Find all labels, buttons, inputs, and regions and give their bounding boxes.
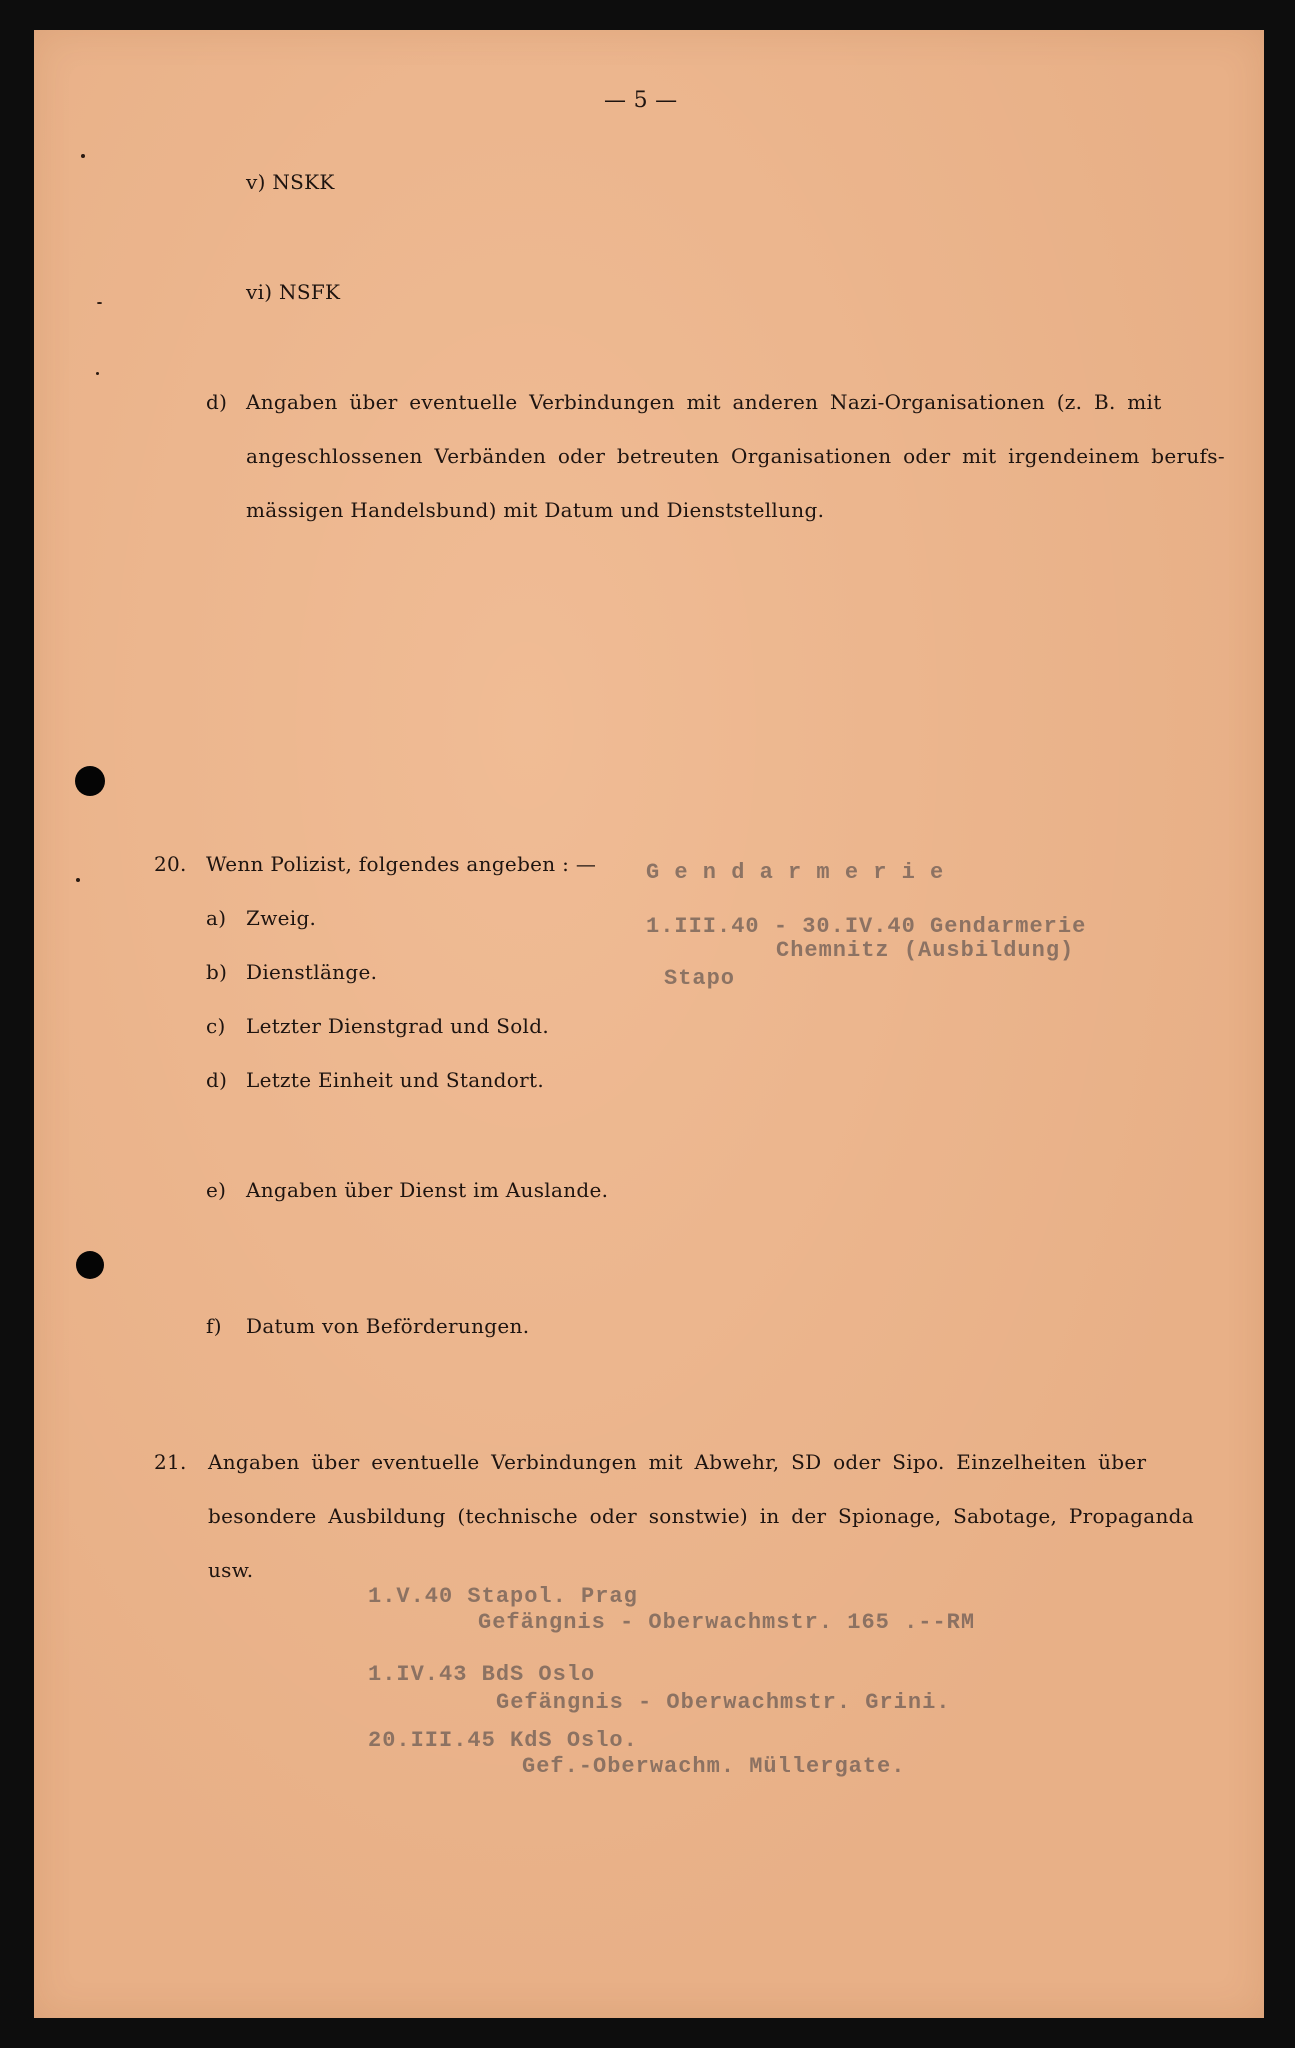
typed-service-dates: 1.III.40 - 30.IV.40 Gendarmerie bbox=[646, 914, 1087, 939]
section-21-line2: besondere Ausbildung (technische oder sonstwie) in der Spionage, Sabotage, Propaganda bbox=[208, 1504, 1194, 1528]
s20-item-c-text: Letzter Dienstgrad und Sold. bbox=[246, 1014, 549, 1038]
typed-gendarmerie: G e n d a r m e r i e bbox=[646, 860, 945, 885]
item-d-line3: mässigen Handelsbund) mit Datum und Dienststellung. bbox=[246, 498, 825, 522]
item-d-label: d) bbox=[206, 390, 228, 414]
typed-training-place: Chemnitz (Ausbildung) bbox=[776, 938, 1075, 963]
typed-stapo: Stapo bbox=[664, 966, 736, 991]
typed-entry-3-date: 20.III.45 KdS Oslo. bbox=[368, 1728, 638, 1753]
s20-item-e-label: e) bbox=[206, 1178, 227, 1202]
page-number: — 5 — bbox=[604, 88, 678, 113]
s20-item-f-text: Datum von Beförderungen. bbox=[246, 1314, 530, 1338]
section-21-line3: usw. bbox=[208, 1558, 254, 1582]
typed-entry-1-detail: Gefängnis - Oberwachmstr. 165 .--RM bbox=[478, 1610, 976, 1635]
typed-entry-2-date: 1.IV.43 BdS Oslo bbox=[368, 1662, 596, 1687]
item-vi-nsfk: vi) NSFK bbox=[246, 280, 341, 304]
speck bbox=[97, 302, 102, 304]
speck bbox=[81, 154, 85, 158]
punch-hole-bottom bbox=[76, 1251, 104, 1279]
item-v-nskk: v) NSKK bbox=[246, 170, 335, 194]
section-21-number: 21. bbox=[154, 1450, 187, 1474]
section-21-line1: Angaben über eventuelle Verbindungen mit Abwehr, SD oder Sipo. Einzelheiten über bbox=[208, 1450, 1147, 1474]
typed-entry-2-detail: Gefängnis - Oberwachmstr. Grini. bbox=[496, 1690, 951, 1715]
s20-item-f-label: f) bbox=[206, 1314, 222, 1338]
s20-item-b-text: Dienstlänge. bbox=[246, 960, 378, 984]
s20-item-d-label: d) bbox=[206, 1068, 228, 1092]
document-page bbox=[34, 30, 1264, 2018]
s20-item-d-text: Letzte Einheit und Standort. bbox=[246, 1068, 544, 1092]
s20-item-a-text: Zweig. bbox=[246, 906, 317, 930]
item-d-line1: Angaben über eventuelle Verbindungen mit anderen Nazi-Organisationen (z. B. mit bbox=[246, 390, 1162, 414]
s20-item-b-label: b) bbox=[206, 960, 228, 984]
s20-item-e-text: Angaben über Dienst im Auslande. bbox=[246, 1178, 609, 1202]
typed-entry-3-detail: Gef.-Oberwachm. Müllergate. bbox=[522, 1754, 906, 1779]
section-20-heading: Wenn Polizist, folgendes angeben : — bbox=[206, 852, 597, 876]
s20-item-a-label: a) bbox=[206, 906, 227, 930]
item-d-line2: angeschlossenen Verbänden oder betreuten Organisationen oder mit irgendeinem berufs- bbox=[246, 444, 1225, 468]
punch-hole-top bbox=[75, 766, 105, 796]
s20-item-c-label: c) bbox=[206, 1014, 226, 1038]
typed-entry-1-date: 1.V.40 Stapol. Prag bbox=[368, 1584, 638, 1609]
speck bbox=[76, 878, 80, 882]
speck bbox=[96, 372, 99, 375]
section-20-number: 20. bbox=[154, 852, 187, 876]
